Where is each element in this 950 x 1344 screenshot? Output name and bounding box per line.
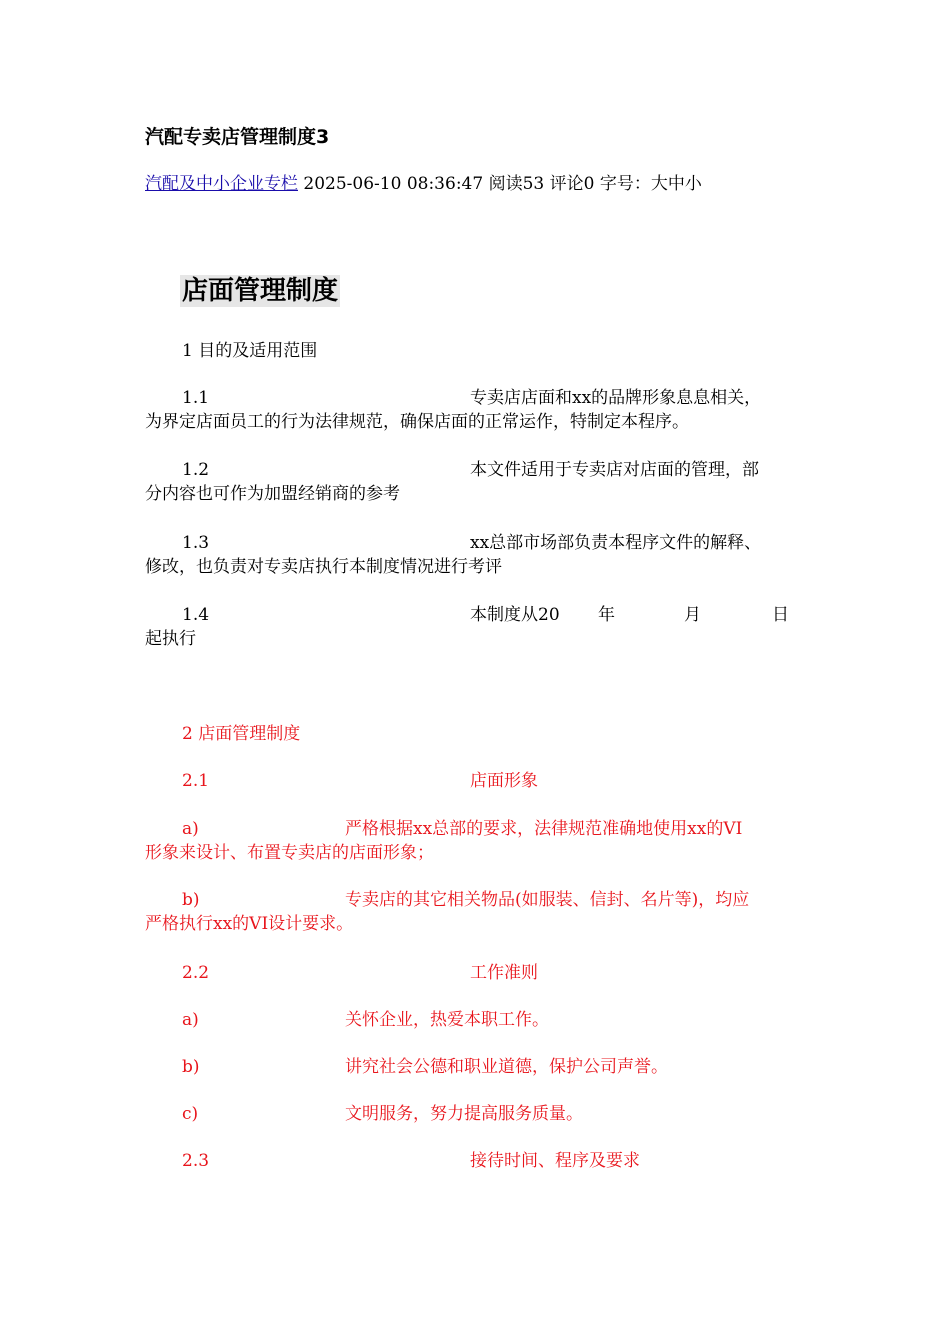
item-text-continued: 起执行 <box>145 629 196 649</box>
item-number: 1.1 <box>182 388 210 408</box>
read-count: 阅读53 <box>488 174 545 194</box>
item-text: 关怀企业，热爱本职工作。 <box>345 1010 549 1030</box>
subsection-number: 2.1 <box>182 771 210 791</box>
item-number: 1.2 <box>182 460 210 480</box>
day-label: 日 <box>772 605 789 625</box>
item-text: 本制度从20 <box>470 605 560 625</box>
subsection-label: 店面形象 <box>470 771 538 791</box>
item-number: 1.4 <box>182 605 210 625</box>
item-text-continued: 形象来设计、布置专卖店的店面形象； <box>145 843 434 863</box>
item-text: 本文件适用于专卖店对店面的管理，部 <box>470 460 759 480</box>
publish-datetime: 2025-06-10 08:36:47 <box>303 174 484 194</box>
article-title: 汽配专卖店管理制度3 <box>145 126 330 148</box>
item-text-continued: 分内容也可作为加盟经销商的参考 <box>145 484 400 504</box>
subsection-label: 工作准则 <box>470 963 538 983</box>
item-text-continued: 为界定店面员工的行为法律规范，确保店面的正常运作，特制定本程序。 <box>145 412 689 432</box>
item-text: 文明服务，努力提高服务质量。 <box>345 1104 583 1124</box>
comment-count: 评论0 <box>549 174 595 194</box>
item-letter: b) <box>182 1057 200 1077</box>
item-letter: a) <box>182 1010 199 1030</box>
item-text: 专卖店店面和xx的品牌形象息息相关， <box>470 388 762 408</box>
section2-title: 2 店面管理制度 <box>182 724 301 744</box>
author-link[interactable]: 汽配及中小企业专栏 <box>145 174 298 194</box>
item-number: 1.3 <box>182 533 210 553</box>
item-text: 严格根据xx总部的要求，法律规范准确地使用xx的VI <box>345 819 743 839</box>
item-letter: a) <box>182 819 199 839</box>
item-text-continued: 修改，也负责对专卖店执行本制度情况进行考评 <box>145 557 502 577</box>
item-letter: b) <box>182 890 200 910</box>
month-label: 月 <box>684 605 701 625</box>
subsection-number: 2.2 <box>182 963 210 983</box>
subsection-number: 2.3 <box>182 1151 210 1171</box>
item-text: xx总部市场部负责本程序文件的解释、 <box>470 533 762 553</box>
section1-title: 1 目的及适用范围 <box>182 341 318 361</box>
subsection-label: 接待时间、程序及要求 <box>470 1151 640 1171</box>
year-label: 年 <box>598 605 615 625</box>
item-letter: c) <box>182 1104 199 1124</box>
doc-heading: 店面管理制度 <box>182 276 339 306</box>
item-text-continued: 严格执行xx的VI设计要求。 <box>145 914 354 934</box>
item-text: 专卖店的其它相关物品(如服装、信封、名片等)，均应 <box>345 890 750 910</box>
font-size-selector[interactable]: 字号：大中小 <box>599 174 702 194</box>
article-meta <box>145 172 702 196</box>
item-text: 讲究社会公德和职业道德，保护公司声誉。 <box>345 1057 668 1077</box>
